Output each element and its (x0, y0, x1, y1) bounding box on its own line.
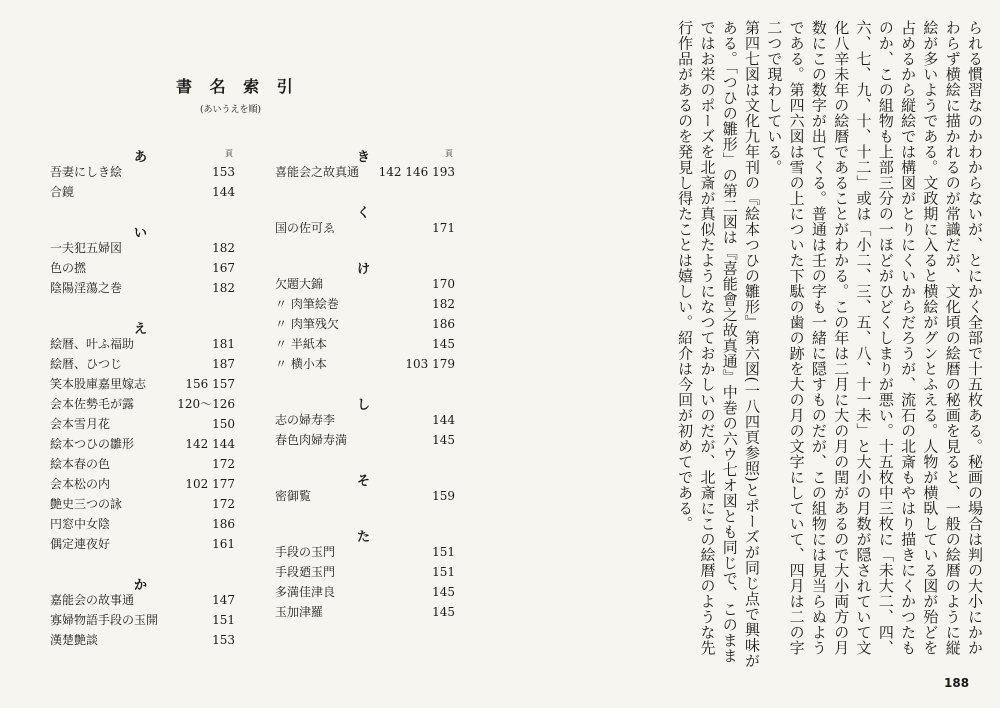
index-entry (50, 258, 235, 278)
entry-pages: 172 (212, 457, 235, 471)
section-heading (275, 146, 455, 165)
section-heading (275, 394, 455, 413)
entry-pages: 144 (432, 413, 455, 427)
entry-title: 嘉能会の故事通 (50, 593, 135, 607)
entry-pages: 182 (432, 297, 455, 311)
section-heading (50, 574, 235, 593)
entry-title: 〃 横小本 (275, 357, 327, 371)
entry-pages: 153 (212, 165, 235, 179)
index-entry (50, 414, 235, 434)
section-kana: し (357, 398, 371, 413)
section-kana: く (357, 206, 371, 221)
section-gap (50, 202, 235, 222)
index-entry (50, 434, 235, 454)
entry-pages: 120〜126 (177, 397, 235, 411)
index-entry (275, 294, 455, 314)
entry-pages: 142 144 (185, 437, 235, 451)
section-gap (275, 182, 455, 202)
entry-title: 吾妻にしき絵 (50, 165, 123, 179)
entry-pages: 150 (212, 417, 235, 431)
section-heading (275, 258, 455, 277)
entry-title: 玉加津羅 (275, 605, 324, 619)
index-entry (50, 474, 235, 494)
entry-pages: 145 (432, 433, 455, 447)
index-section (275, 526, 455, 622)
index-entry (275, 162, 455, 182)
entry-pages: 142 146 193 (378, 165, 455, 179)
entry-pages: 172 (212, 497, 235, 511)
section-kana: そ (357, 474, 371, 489)
body-paragraph: られる慣習なのかわからないが、とにかく全部で十五枚ある。秘画の場合は判の大小にかかわらず横絵に描かれるのが常識だが、文化頃の絵暦の秘画を見ると、一般の絵暦のように縦絵が多いようである。文政期に入ると横絵がグンとふえる。人物が横臥している図が殆どを占めるから縦絵では構図がとりにくいからだろうが、流石の北斎もやはり描きにくかつたものか、この組物も上部三分の一ほどがひどくしまりが悪い。十五枚中三枚に「未大二、四、六、七、九、十、十二」或は「小二、三、五、八、十一未」と大小の月数が隠されていて文化八辛未年の絵暦であることがわかる。この年は二月に大の月の閏があるので大小両方の月数にこの数字が出てくる。普通は壬の字も一緒に隠すものだが、この組物には見当らぬようである。第四六図は雪の上についた下駄の歯の跡を大の月の文字にしていて、四月は二の字二つで現わしている。 (765, 20, 984, 656)
entry-title: 笑本股庫嘉里嫁志 (50, 377, 147, 391)
index-entry (275, 218, 455, 238)
index-subtitle: (あいうえを順) (200, 105, 262, 115)
entry-pages: 145 (432, 585, 455, 599)
entry-pages: 171 (432, 221, 455, 235)
index-entry (275, 274, 455, 294)
body-paragraph: 第四七図は文化九年刊の『絵本つひの雛形』第六図(一八四頁参照)とポーズが同じ点で興味がある。「つひの雛形」の第二図は『喜能會之故真通』中巻の六ウ七オ図とも同じで、このままではお栄のポーズを北斎が真似たようになつておかしいのだが、北斎にこの絵暦のような先行作品があるのを発見し得たことは嬉しい。紹介は今回が初めてである。 (676, 20, 762, 669)
entry-title: 密御覧 (275, 489, 312, 503)
entry-title: 喜能会之故真通 (275, 165, 360, 179)
index-entry (50, 278, 235, 298)
index-section (275, 470, 455, 506)
entry-pages: 159 (432, 489, 455, 503)
entry-title: 一夫犯五婦図 (50, 241, 123, 255)
entry-pages: 151 (432, 545, 455, 559)
index-entry (275, 314, 455, 334)
index-section (275, 146, 455, 182)
entry-title: 欠題大錦 (275, 277, 324, 291)
entry-pages: 103 179 (405, 357, 455, 371)
entry-title: 色の撚 (50, 261, 87, 275)
entry-title: 会本松の内 (50, 477, 111, 491)
section-gap (50, 298, 235, 318)
section-kana: い (134, 226, 148, 241)
entry-pages: 151 (432, 565, 455, 579)
index-entry (50, 514, 235, 534)
page-column-header: 頁 (445, 149, 453, 158)
index-entry (50, 334, 235, 354)
index-entry (50, 354, 235, 374)
entry-pages: 145 (432, 605, 455, 619)
section-kana: あ (134, 150, 148, 165)
section-heading (50, 146, 235, 165)
entry-pages: 186 (212, 517, 235, 531)
entry-title: 会本雪月花 (50, 417, 111, 431)
entry-pages: 167 (212, 261, 235, 275)
index-entry (50, 374, 235, 394)
entry-pages: 181 (212, 337, 235, 351)
entry-title: 〃 半紙本 (275, 337, 327, 351)
section-kana: か (134, 578, 148, 593)
entry-title: 〃 肉筆残欠 (275, 317, 339, 331)
entry-title: 春色肉婦寿満 (275, 433, 348, 447)
entry-title: 陰陽淫蕩之巻 (50, 281, 123, 295)
entry-title: 寡婦物語手段の玉開 (50, 613, 159, 627)
entry-pages: 187 (212, 357, 235, 371)
index-entry (50, 534, 235, 554)
entry-title: 絵本つひの雛形 (50, 437, 135, 451)
section-kana: き (357, 150, 371, 165)
index-entry (50, 394, 235, 414)
entry-title: 国の佐可ゑ (275, 221, 336, 235)
index-section (50, 318, 235, 554)
section-gap (275, 506, 455, 526)
entry-title: 多満佳津良 (275, 585, 336, 599)
index-entry (50, 182, 235, 202)
index-entry (50, 610, 235, 630)
entry-title: 会本佐勢毛が露 (50, 397, 135, 411)
index-entry (275, 486, 455, 506)
index-entry (275, 542, 455, 562)
index-entry (275, 562, 455, 582)
entry-title: 絵暦、叶ふ福助 (50, 337, 135, 351)
entry-pages: 170 (432, 277, 455, 291)
index-entry (275, 334, 455, 354)
index-entry (50, 162, 235, 182)
section-heading (275, 470, 455, 489)
index-section (50, 146, 235, 202)
index-section (50, 574, 235, 650)
entry-title: 絵暦、ひつじ (50, 357, 123, 371)
index-entry (50, 454, 235, 474)
vertical-body-text (600, 20, 986, 670)
index-entry (275, 410, 455, 430)
index-entry (50, 590, 235, 610)
entry-pages: 144 (212, 185, 235, 199)
entry-pages: 153 (212, 633, 235, 647)
entry-pages: 151 (212, 613, 235, 627)
section-gap (50, 554, 235, 574)
index-section (275, 258, 455, 374)
section-gap (275, 374, 455, 394)
entry-pages: 156 157 (185, 377, 235, 391)
index-entry (275, 430, 455, 450)
index-entry (275, 582, 455, 602)
entry-title: 円窓中女陰 (50, 517, 111, 531)
section-kana: え (134, 322, 148, 337)
entry-pages: 182 (212, 281, 235, 295)
entry-title: 手段廼玉門 (275, 565, 336, 579)
index-entry (50, 238, 235, 258)
entry-title: 志の婦寿李 (275, 413, 336, 427)
entry-pages: 145 (432, 337, 455, 351)
section-heading (50, 222, 235, 241)
index-entry (50, 494, 235, 514)
index-column-right (275, 146, 455, 622)
index-entry (275, 354, 455, 374)
entry-title: 合鏡 (50, 185, 75, 199)
section-heading (275, 202, 455, 221)
entry-pages: 186 (432, 317, 455, 331)
entry-title: 手段の玉門 (275, 545, 336, 559)
section-heading (50, 318, 235, 337)
entry-title: 艶史三つの詠 (50, 497, 123, 511)
index-entry (50, 630, 235, 650)
page-column-header: 頁 (225, 149, 233, 158)
index-section (50, 222, 235, 298)
entry-title: 絵本春の色 (50, 457, 111, 471)
entry-pages: 182 (212, 241, 235, 255)
section-gap (275, 238, 455, 258)
index-section (275, 394, 455, 450)
entry-title: 〃 肉筆絵巻 (275, 297, 339, 311)
page-number: 188 (944, 676, 970, 690)
entry-pages: 147 (212, 593, 235, 607)
entry-pages: 102 177 (185, 477, 235, 491)
index-entry (275, 602, 455, 622)
section-heading (275, 526, 455, 545)
index-column-left (50, 146, 235, 650)
index-section (275, 202, 455, 238)
section-gap (275, 450, 455, 470)
section-kana: た (357, 530, 371, 545)
entry-pages: 161 (212, 537, 235, 551)
index-title: 書 名 索 引 (176, 77, 299, 96)
entry-title: 偶定連夜好 (50, 537, 111, 551)
entry-title: 漢楚艶談 (50, 633, 99, 647)
section-kana: け (357, 262, 371, 277)
